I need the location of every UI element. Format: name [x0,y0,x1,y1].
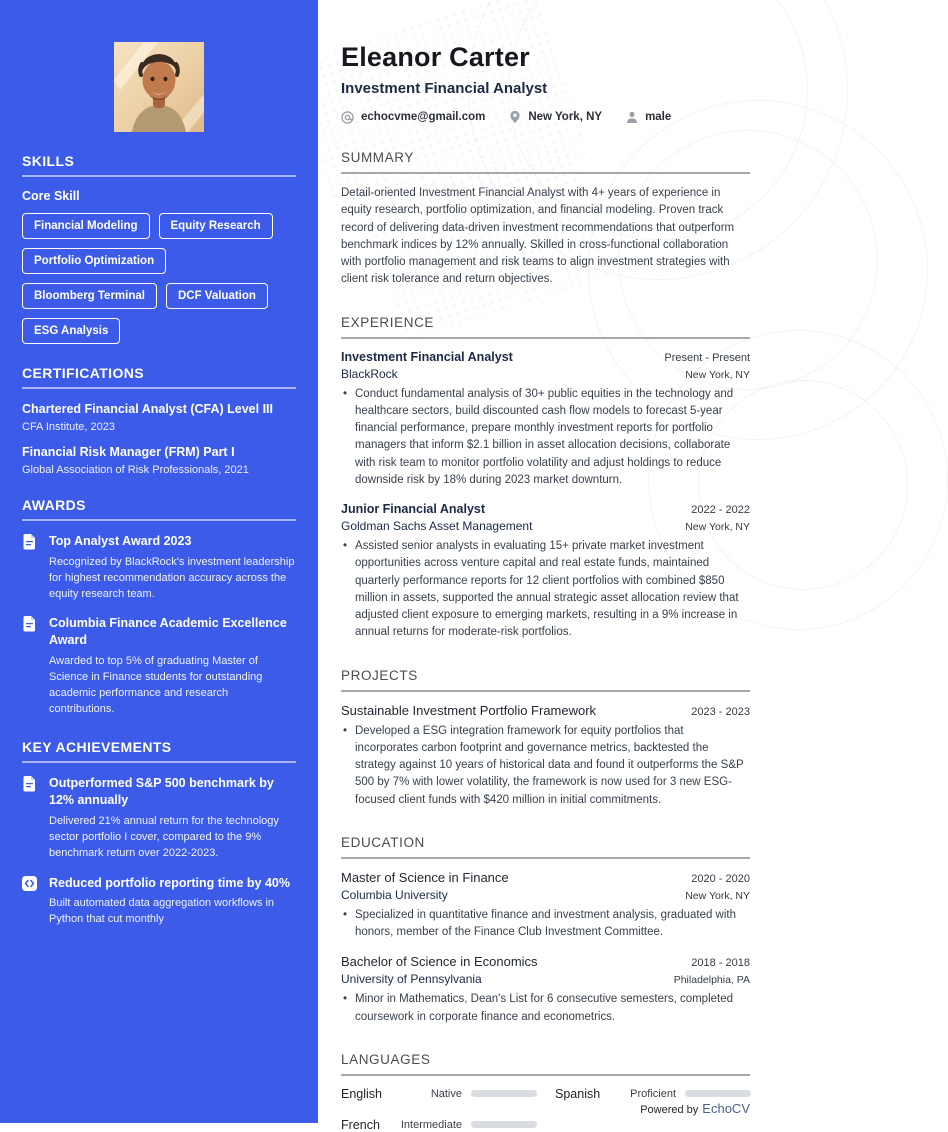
experience-location: New York, NY [685,368,750,381]
person-name: Eleanor Carter [341,42,530,72]
project-title: Sustainable Investment Portfolio Framework [341,702,597,718]
language-name: English [341,1086,382,1101]
experience-company: Goldman Sachs Asset Management [341,519,533,533]
experience-date: Present - Present [664,351,750,364]
education-section [341,835,750,1026]
experience-title: Investment Financial Analyst [341,349,513,364]
contact-email [341,111,485,124]
education-degree: Bachelor of Science in Economics [341,954,538,970]
project-bullets [341,723,750,809]
powered-by-text: Powered by [640,1104,699,1116]
education-location: Philadelphia, PA [673,974,750,987]
education-bullets [341,907,750,942]
code-icon [22,875,38,929]
certification-title: Chartered Financial Analyst (CFA) Level III [22,402,273,416]
award-description: Recognized by BlackRock's investment leadership for highest recommendation accuracy across the equity research team. [49,555,295,600]
languages-heading: LANGUAGES [341,1052,750,1076]
achievement-description: Delivered 21% annual return for the technology sector portfolio I cover, compared to the 9% benchmark return over 2022-2023. [49,814,279,859]
award-title: Columbia Finance Academic Excellence Award [49,616,287,648]
experience-bullets [341,538,750,642]
skills-group-label: Core Skill [22,189,80,203]
projects-heading: PROJECTS [341,668,750,692]
main-content [318,0,794,1132]
language-level: Proficient [630,1087,676,1100]
language-item [341,1118,537,1132]
award-title: Top Analyst Award 2023 [49,533,192,548]
experience-location: New York, NY [685,521,750,533]
achievement-description: Built automated data aggregation workflows in Python that cut monthly [49,897,275,926]
education-date: 2018 - 2018 [691,957,750,970]
language-level: Intermediate [400,1118,462,1131]
skill-tag: ESG Analysis [22,318,120,344]
experience-heading: EXPERIENCE [341,315,750,339]
profile-photo-illustration [114,42,204,132]
education-date: 2020 - 2020 [691,872,750,885]
language-level: Native [430,1087,462,1100]
language-bar [471,1090,537,1097]
file-text-icon [22,615,38,718]
language-item [341,1087,537,1101]
language-name: French [341,1117,380,1132]
experience-entry [341,502,750,642]
achievement-title: Outperformed S&P 500 benchmark by 12% annually [49,775,274,807]
achievement-item [22,875,296,929]
experience-section [341,315,750,642]
education-bullet: • Minor in Mathematics, Dean's List for 6 consecutive semesters, completed coursework in corporate finance and econometrics. [341,991,750,1026]
projects-section [341,668,750,809]
experience-company: BlackRock [341,366,398,381]
education-entry [341,870,750,942]
achievement-item [22,775,296,862]
awards-heading: AWARDS [22,497,296,521]
education-location: New York, NY [685,889,750,902]
achievement-title: Reduced portfolio reporting time by 40% [49,875,290,890]
location-pin-icon [509,110,521,124]
education-degree: Master of Science in Finance [341,869,509,885]
certifications-heading: CERTIFICATIONS [22,365,296,389]
summary-text: Detail-oriented Investment Financial Analyst with 4+ years of experience in equity research, portfolio optimization, and financial modeling. Proven track record of delivering data-driven investment recommendations that outperform benchmark indices by 12% annually. Skilled in cross-functional collaboration with portfolio management and risk teams to align investment strategies with client risk tolerance and return objectives. [341,187,735,286]
gender-text: male [645,111,672,123]
languages-section [341,1052,750,1132]
brand-name: EchoCV [702,1101,750,1116]
experience-bullets [341,386,750,490]
skill-tag: Equity Research [159,213,273,239]
certifications-section [22,365,296,476]
summary-section [341,150,750,289]
language-bar [471,1121,537,1128]
certification-item [22,444,296,476]
file-text-icon [22,533,38,603]
certification-item [22,401,296,433]
email-text: echocvme@gmail.com [361,111,486,123]
education-school: University of Pennsylvania [341,972,482,987]
skills-section [22,153,296,344]
project-date: 2023 - 2023 [691,705,750,718]
project-bullet: • Developed a ESG integration framework for equity portfolios that incorporates carbon footprint and governance metrics, backtested the strategy against 10 years of historical data and found it outperforms the S&P 500 by 7% with lower volatility, the framework is now used for 3 new ESG-focused client funds with $420 million in initial commitments. [341,723,750,809]
experience-bullet: • Conduct fundamental analysis of 30+ public equities in the technology and healthcare sectors, build discounted cash flow models to forecast 5-year financial performance, prepare monthly investment reports for portfolio managers that inform $2.1 billion in asset allocation decisions, collaborate with risk team to monitor portfolio volatility and adjust holdings to reduce downside risk by 18% during 2023 market downturn. [341,386,750,490]
education-entry [341,954,750,1026]
education-school: Columbia University [341,887,448,902]
skill-tag: Bloomberg Terminal [22,283,157,309]
experience-entry [341,350,750,490]
education-bullet: • Specialized in quantitative finance and investment analysis, graduated with honors, member of the Finance Club Investment Committee. [341,907,750,942]
language-item [555,1087,751,1101]
certification-issuer: Global Association of Risk Professionals, 2021 [22,463,249,476]
skill-tag: DCF Valuation [166,283,268,309]
experience-date: 2022 - 2022 [691,504,750,516]
contact-gender [626,111,671,124]
contact-location [509,110,602,124]
at-icon [341,111,354,124]
contact-row [341,110,750,124]
skill-tags [22,213,296,344]
language-bar [685,1090,751,1097]
profile-photo [114,42,204,132]
summary-heading: SUMMARY [341,150,750,174]
education-bullets [341,991,750,1026]
sidebar [0,0,318,1123]
location-text: New York, NY [528,111,603,123]
language-name: Spanish [555,1086,601,1101]
project-entry [341,703,750,809]
key-achievements-section [22,739,296,928]
skill-tag: Portfolio Optimization [22,248,166,274]
education-heading: EDUCATION [341,835,750,859]
person-job-title: Investment Financial Analyst [341,80,548,97]
file-text-icon [22,775,38,862]
skills-heading: SKILLS [22,153,296,177]
skill-tag: Financial Modeling [22,213,150,239]
award-description: Awarded to top 5% of graduating Master of Science in Finance students for outstanding academic performance and research contributions. [49,655,263,715]
awards-section [22,497,296,718]
experience-bullet: • Assisted senior analysts in evaluating 15+ private market investment opportunities across venture capital and real estate funds, maintained quarterly performance reports for 12 client portfolios with combined $850 million in assets, supported the annual strategic asset allocation review that adjusted client exposure to emerging markets, resulting in a 9% increase in annual returns for moderate-risk portfolios. [341,538,750,642]
certification-title: Financial Risk Manager (FRM) Part I [22,444,235,459]
key-achievements-heading: KEY ACHIEVEMENTS [22,739,296,763]
award-item [22,533,296,603]
award-item [22,615,296,718]
certification-issuer: CFA Institute, 2023 [22,420,115,433]
footer [640,1101,750,1116]
person-icon [626,111,638,124]
experience-title: Junior Financial Analyst [341,502,486,516]
